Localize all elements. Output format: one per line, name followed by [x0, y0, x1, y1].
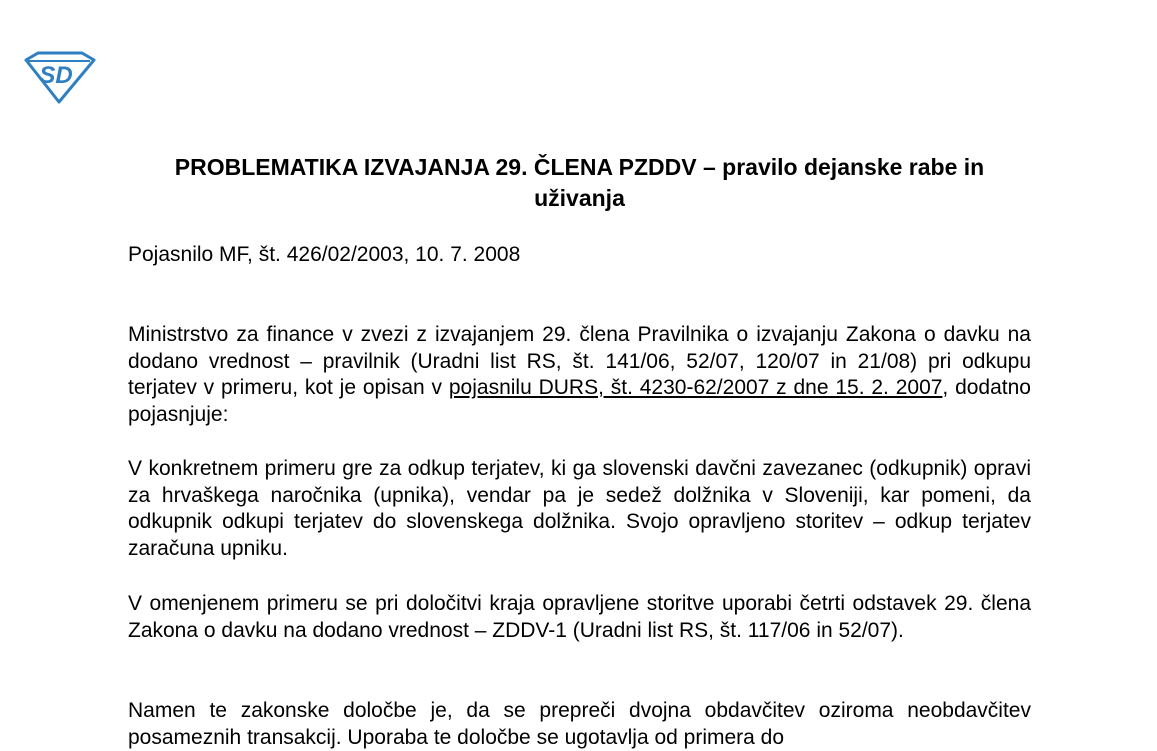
paragraph-4: Namen te zakonske določbe je, da se prepreči dvojna obdavčitev oziroma neobdavčitev posameznih transakcij. Uporaba te določbe se ugotavlja od primera do: [128, 699, 1031, 749]
paragraph-1-text-end: , dodatno pojasnjuje:: [128, 376, 1031, 426]
paragraph-1: [128, 322, 1031, 428]
document-title: PROBLEMATIKA IZVAJANJA 29. ČLENA PZDDV – pravilo dejanske rabe in uživanja: [174, 154, 985, 211]
paragraph-1-text-start: Ministrstvo za finance v zvezi z izvajanjem 29. člena Pravilnika o izvajanju Zakona o davku na dodano vrednost – pravilnik (Uradni list RS, št. 141/06, 52/07, 120/07 in 21/08) pri odkupu terjatev v primeru, kot je opisan v: [128, 323, 1031, 399]
durs-explanation-link[interactable]: pojasnilu DURS, št. 4230-62/2007 z dne 15. 2. 2007: [448, 376, 943, 399]
document-reference: Pojasnilo MF, št. 426/02/2003, 10. 7. 2008: [128, 243, 521, 266]
paragraph-3: V omenjenem primeru se pri določitvi kraja opravljene storitve uporabi četrti odstavek 29. člena Zakona o davku na dodano vrednost – ZDDV-1 (Uradni list RS, št. 117/06 in 52/07).: [128, 592, 1031, 642]
svg-text:SD: SD: [39, 62, 73, 89]
paragraph-2: V konkretnem primeru gre za odkup terjatev, ki ga slovenski davčni zavezanec (odkupnik) opravi za hrvaškega naročnika (upnika), vendar pa je sedež dolžnika v Sloveniji, kar pomeni, da odkupnik odkupi terjatev do slovenskega dolžnika. Svojo opravljeno storitev – odkup terjatev zaračuna upniku.: [128, 457, 1031, 560]
sd-logo: [22, 50, 96, 104]
